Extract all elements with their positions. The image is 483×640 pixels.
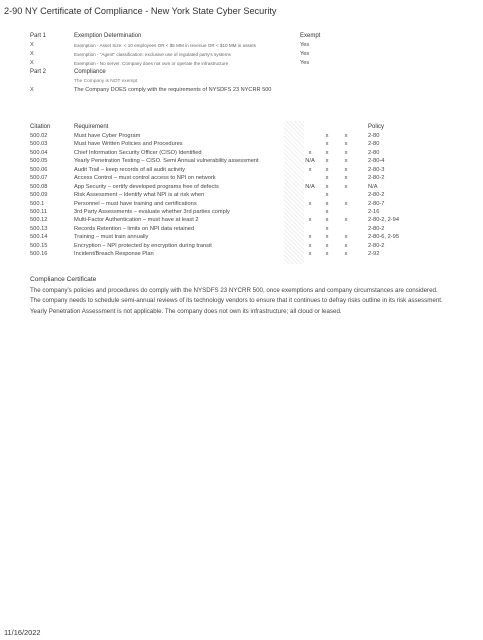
check-cell: x bbox=[344, 149, 348, 156]
compliance-row bbox=[30, 86, 330, 95]
table-row bbox=[30, 132, 450, 140]
table-row bbox=[30, 250, 450, 258]
table-row bbox=[30, 140, 450, 148]
check-cell: x bbox=[344, 141, 348, 148]
requirement-cell: Records Retention – limits on NPI data retained bbox=[74, 225, 195, 232]
part2-subheading: The Company is NOT exempt bbox=[74, 79, 138, 84]
table-row bbox=[30, 200, 450, 208]
check-cell: x bbox=[308, 166, 312, 173]
table-row bbox=[30, 191, 450, 199]
requirement-cell: Must have Cyber Program bbox=[74, 133, 141, 139]
policy-cell: 2-80-7 bbox=[368, 200, 385, 207]
certificate-heading: Compliance Certificate bbox=[30, 276, 97, 283]
table-header bbox=[30, 122, 450, 132]
part1-header bbox=[30, 32, 330, 41]
requirement-header: Requirement bbox=[74, 124, 109, 130]
check-cell: x bbox=[325, 149, 329, 156]
citation-cell: 500.06 bbox=[30, 166, 48, 173]
citation-cell: 500.11 bbox=[30, 208, 47, 215]
exemption-text: Exemption - Asset Size. < 10 employees OR < $5 MM in revenue OR < $10 MM in assets bbox=[74, 43, 256, 48]
exemption-value: Yes bbox=[300, 60, 310, 66]
check-cell: N/A bbox=[305, 183, 315, 190]
check-cell: x bbox=[325, 166, 329, 173]
policy-cell: 2-80-2 bbox=[368, 192, 385, 199]
policy-cell: 2-80 bbox=[368, 141, 380, 148]
citation-cell: 500.09 bbox=[30, 192, 48, 199]
check-cell: x bbox=[344, 158, 348, 165]
check-cell: x bbox=[344, 133, 348, 139]
check-cell: x bbox=[325, 183, 329, 190]
policy-cell: 2-92 bbox=[368, 251, 380, 258]
part2-header bbox=[30, 68, 330, 77]
certificate-paragraph: The company's policies and procedures do comply with the NYSDFS 23 NYCRR 500, once exemptions and company circumstances are considered. bbox=[30, 286, 438, 294]
part2-label: Part 2 bbox=[30, 69, 47, 75]
citation-cell: 500.05 bbox=[30, 158, 48, 165]
citation-cell: 500.03 bbox=[30, 141, 48, 148]
citation-cell: 500.15 bbox=[30, 242, 48, 249]
check-cell: x bbox=[308, 251, 312, 258]
table-row bbox=[30, 242, 450, 250]
check-cell: x bbox=[325, 141, 329, 148]
check-cell: x bbox=[344, 183, 348, 190]
check-cell: x bbox=[325, 217, 329, 224]
exemption-section bbox=[30, 32, 330, 95]
requirement-cell: 3rd Party Assessments – evaluate whether 3rd parties comply bbox=[74, 208, 230, 215]
policy-cell: 2-80-6, 2-95 bbox=[368, 234, 399, 241]
citation-cell: 500.1 bbox=[30, 200, 45, 207]
exemption-mark: X bbox=[30, 60, 34, 66]
requirement-cell: Chief Information Security Officer (CISO) Identified bbox=[74, 149, 202, 156]
part1-label: Part 1 bbox=[30, 33, 47, 39]
check-cell: x bbox=[308, 200, 312, 207]
policy-cell: 2-80-2, 2-94 bbox=[368, 217, 399, 224]
citation-cell: 500.12 bbox=[30, 217, 48, 224]
check-cell: x bbox=[325, 192, 329, 199]
policy-cell: 2-16 bbox=[368, 208, 380, 215]
compliance-certificate bbox=[30, 276, 470, 318]
certificate-paragraph: The company needs to schedule semi-annual reviews of its technology vendors to ensure that it continues to defray risks outline in its risk assessment. bbox=[30, 297, 443, 305]
table-row bbox=[30, 225, 450, 233]
exemption-value: Yes bbox=[300, 51, 310, 57]
policy-cell: 2-80 bbox=[368, 133, 380, 139]
check-cell: x bbox=[325, 158, 329, 165]
citation-cell: 500.07 bbox=[30, 175, 48, 182]
check-cell: x bbox=[344, 175, 348, 182]
policy-cell: 2-80 bbox=[368, 149, 380, 156]
table-row bbox=[30, 216, 450, 224]
requirement-cell: Audit Trail – keep records of all audit activity bbox=[74, 166, 185, 173]
exemption-mark: X bbox=[30, 42, 34, 48]
check-cell: x bbox=[344, 200, 348, 207]
check-cell: x bbox=[325, 208, 329, 215]
exemption-mark: X bbox=[30, 51, 34, 57]
table-row bbox=[30, 208, 450, 216]
requirement-cell: Incident/Breach Response Plan bbox=[74, 251, 154, 258]
policy-cell: 2-80-4 bbox=[368, 158, 385, 165]
requirement-cell: Training – must train annually bbox=[74, 234, 149, 241]
check-cell: x bbox=[344, 234, 348, 241]
check-cell: N/A bbox=[305, 158, 315, 165]
check-cell: x bbox=[308, 234, 312, 241]
citation-header: Citation bbox=[30, 124, 51, 130]
requirement-cell: Yearly Penetration Testing – CISO. Semi Annual vulnerability assessment bbox=[74, 158, 259, 165]
check-cell: x bbox=[308, 242, 312, 249]
check-cell: x bbox=[325, 133, 329, 139]
check-cell: x bbox=[325, 242, 329, 249]
exemption-text: Exemption - No server. Company does not own or operate the infrastructure bbox=[74, 61, 229, 66]
requirement-cell: Access Control – must control access to NPI on network bbox=[74, 175, 216, 182]
table-row bbox=[30, 174, 450, 182]
citation-cell: 500.08 bbox=[30, 183, 48, 190]
requirement-cell: Encryption – NPI protected by encryption during transit bbox=[74, 242, 212, 249]
check-cell: x bbox=[344, 251, 348, 258]
check-cell: x bbox=[344, 217, 348, 224]
exemption-row bbox=[30, 41, 330, 50]
requirement-cell: Must have Written Policies and Procedures bbox=[74, 141, 183, 148]
check-cell: x bbox=[325, 200, 329, 207]
check-cell: x bbox=[344, 166, 348, 173]
part2-heading: Compliance bbox=[74, 69, 106, 75]
policy-cell: 2-80-2 bbox=[368, 242, 385, 249]
requirements-table bbox=[30, 122, 450, 259]
citation-cell: 500.02 bbox=[30, 133, 48, 139]
footer-date: 11/16/2022 bbox=[4, 628, 41, 637]
check-cell: x bbox=[308, 217, 312, 224]
citation-cell: 500.04 bbox=[30, 149, 48, 156]
compliance-mark: X bbox=[30, 87, 34, 93]
requirement-cell: App Security – certify developed programs free of defects bbox=[74, 183, 219, 190]
check-cell: x bbox=[325, 251, 329, 258]
citation-cell: 500.16 bbox=[30, 251, 48, 258]
policy-cell: 2-80-2 bbox=[368, 225, 385, 232]
citation-cell: 500.14 bbox=[30, 234, 48, 241]
document-title: 2-90 NY Certificate of Compliance - New York State Cyber Security bbox=[4, 6, 277, 16]
exemption-text: Exemption - "Agent" classification: exclusive use of regulated party's systems bbox=[74, 52, 231, 57]
exemption-value: Yes bbox=[300, 42, 310, 48]
part2-subheading-row bbox=[30, 77, 330, 86]
table-row bbox=[30, 183, 450, 191]
check-cell: x bbox=[325, 175, 329, 182]
check-cell: x bbox=[325, 234, 329, 241]
check-cell: x bbox=[344, 242, 348, 249]
policy-header: Policy bbox=[368, 124, 385, 130]
table-row bbox=[30, 233, 450, 241]
table-body bbox=[30, 132, 450, 259]
compliance-text: The Company DOES comply with the requirements of NYSDFS 23 NYCRR 500 bbox=[74, 87, 272, 93]
check-cell: x bbox=[308, 149, 312, 156]
requirement-cell: Risk Assessment – Identify what NPI is at risk when bbox=[74, 192, 205, 199]
policy-cell: N/A bbox=[368, 183, 378, 190]
table-row bbox=[30, 157, 450, 165]
table-row bbox=[30, 166, 450, 174]
exempt-header: Exempt bbox=[300, 33, 321, 39]
certificate-paragraph: Yearly Penetration Assessment is not applicable. The company does not own its infrastructure; all cloud or leased. bbox=[30, 307, 342, 315]
check-cell: x bbox=[325, 225, 329, 232]
policy-cell: 2-80-2 bbox=[368, 175, 385, 182]
exemption-row bbox=[30, 50, 330, 59]
requirement-cell: Personnel – must have training and certifications bbox=[74, 200, 197, 207]
table-row bbox=[30, 149, 450, 157]
requirement-cell: Multi-Factor Authentication – must have at least 2 bbox=[74, 217, 199, 224]
part1-heading: Exemption Determination bbox=[74, 33, 142, 39]
citation-cell: 500.13 bbox=[30, 225, 48, 232]
exemption-row bbox=[30, 59, 330, 68]
policy-cell: 2-80-3 bbox=[368, 166, 385, 173]
